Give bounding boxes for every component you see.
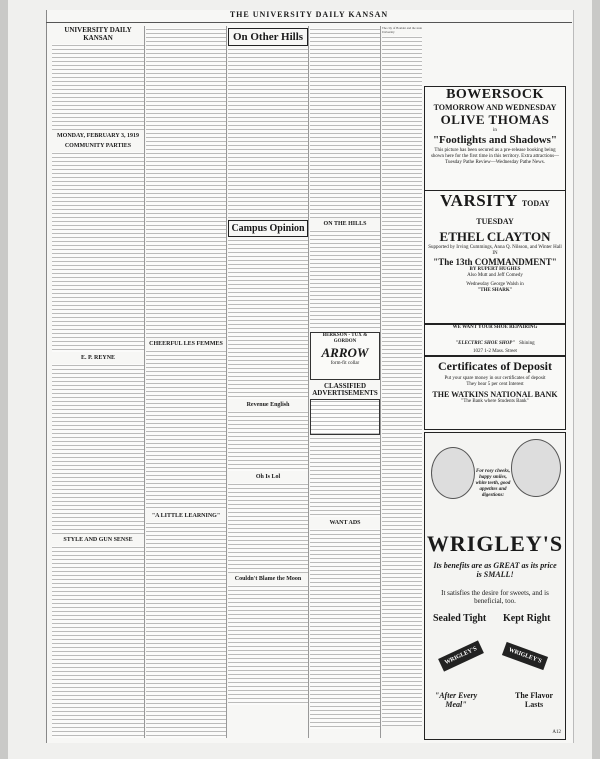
in-label: IN (492, 251, 498, 256)
man-face-illustration (511, 439, 561, 497)
section-heading: Couldn't Blame the Moon (234, 576, 302, 582)
star-name: ETHEL CLAYTON (439, 229, 551, 244)
wednesday-feature: Wednesday George Walsh in (466, 282, 524, 287)
date-line: MONDAY, FEBRUARY 3, 1919 (57, 133, 139, 139)
in-label: in (493, 128, 497, 133)
bank-title: Certificates of Deposit (438, 359, 552, 373)
staff-box (52, 44, 144, 130)
classified-text (310, 529, 380, 729)
flavor-lasts: The Flavor Lasts (515, 691, 553, 709)
film-blurb: This picture has been secured as a pre-release booking being shown here for the first time in this territory. Extra attractions—Tuesday Pathe Review—Wednesday Pathe News. (430, 148, 560, 165)
theater-name: VARSITY (440, 191, 518, 210)
section-heading: Revenue English (246, 402, 290, 408)
article-text (228, 48, 308, 218)
arrow-collar-ad (310, 332, 380, 380)
want-ads-heading: WANT ADS (329, 520, 361, 526)
section-heading: STYLE AND GUN SENSE (63, 537, 133, 543)
on-other-hills-box: On Other Hills (228, 28, 308, 46)
gum-pack-illustration: WRIGLEY'S (502, 642, 548, 670)
wrigley-benefit: Its benefits are as GREAT as its price is SMALL! (433, 561, 557, 579)
wrigley-satisfy: It satisfies the desire for sweets, and is beneficial, too. (441, 589, 549, 605)
article-text (310, 230, 380, 330)
shoe-tag: Shining (519, 341, 535, 346)
arrow-brand: ARROW (321, 345, 369, 360)
section-heading: E. P. REYNE (80, 355, 116, 361)
section-heading: Oh Is Lol (255, 474, 281, 480)
editorial-heading: COMMUNITY PARTIES (64, 143, 132, 149)
editorial-text (52, 152, 144, 352)
bank-line: Put your spare money in our certificates of deposit (444, 376, 546, 381)
bank-line-2: They bear 5 per cent Interest (466, 382, 524, 387)
arrow-maker: BERKSON - TUX & GORDON (322, 333, 368, 344)
film-title: "Footlights and Shadows" (432, 134, 558, 146)
wrigleys-ad (424, 432, 566, 740)
classified-text (310, 437, 380, 517)
wrigley-brand: WRIGLEY'S (426, 531, 564, 556)
column-editorial (52, 26, 145, 738)
article-text (228, 483, 308, 573)
shoe-brand: "ELECTRIC SHOE SHOP" (455, 341, 516, 346)
gum-pack-illustration: WRIGLEY'S (438, 640, 484, 671)
bowersock-ad (424, 86, 566, 191)
article-text (146, 350, 226, 510)
watkins-bank-ad (424, 356, 566, 430)
article-text (310, 28, 380, 218)
scan-border-left (0, 0, 8, 759)
show-days: TOMORROW AND WEDNESDAY (433, 103, 557, 112)
shoe-address: 1027 1-2 Mass. Street (473, 349, 517, 354)
after-every-meal: "After Every Meal" (434, 691, 478, 709)
kept-right: Kept Right (503, 613, 551, 624)
article-text (228, 239, 308, 399)
column-text: The city of Boulder and the state University (382, 26, 422, 34)
ad-code: A12 (552, 730, 561, 735)
column-five (382, 26, 422, 738)
classified-rates-box (310, 399, 380, 435)
bank-name: THE WATKINS NATIONAL BANK (432, 390, 558, 399)
theater-name: BOWERSOCK (446, 87, 544, 102)
scan-border-right (592, 0, 600, 759)
wrigley-quote: For rosy cheeks, happy smiles, white teeth, good appetites and digestions: (475, 469, 511, 498)
support-cast: Supported by Irving Cummings, Anna Q. Nilsson, and Winter Hall (428, 245, 562, 250)
campus-opinion-box: Campus Opinion (228, 220, 308, 237)
section-text (52, 364, 144, 534)
column-four (310, 26, 381, 738)
show-days: TODAY TUESDAY (476, 199, 550, 226)
classified-heading: CLASSIFIED ADVERTISEMENTS (312, 382, 378, 397)
article-text (146, 522, 226, 738)
article-text (228, 585, 308, 705)
article-text (382, 36, 422, 726)
child-face-illustration (431, 447, 475, 499)
section-text (52, 546, 144, 738)
sealed-tight: Sealed Tight (433, 613, 487, 624)
section-heading: ON THE HILLS (323, 221, 367, 227)
column-two (146, 26, 227, 738)
shoe-shop-ad (424, 324, 566, 356)
article-text (146, 28, 226, 338)
varsity-ad (424, 190, 566, 324)
section-heading: "A LITTLE LEARNING" (151, 513, 221, 519)
film-author: BY RUPERT HUGHES (469, 267, 521, 272)
article-text (228, 411, 308, 471)
extra-feature: Also Mutt and Jeff Comedy (467, 273, 523, 278)
column-three (228, 26, 309, 738)
masthead: UNIVERSITY DAILY KANSAN (64, 26, 132, 42)
running-head: THE UNIVERSITY DAILY KANSAN (46, 10, 572, 23)
wednesday-film: "THE SHARK" (477, 288, 513, 293)
star-name: OLIVE THOMAS (440, 112, 550, 127)
film-title: "The 13th COMMANDMENT" (433, 257, 557, 267)
bank-slogan: "The Bank where Students Bank" (461, 399, 529, 404)
shoe-top-line: WE WANT YOUR SHOE REPAIRING (452, 325, 538, 330)
arrow-tag: form-fit collar (330, 361, 360, 366)
section-heading: CHEERFUL LES FEMMES (149, 341, 223, 347)
